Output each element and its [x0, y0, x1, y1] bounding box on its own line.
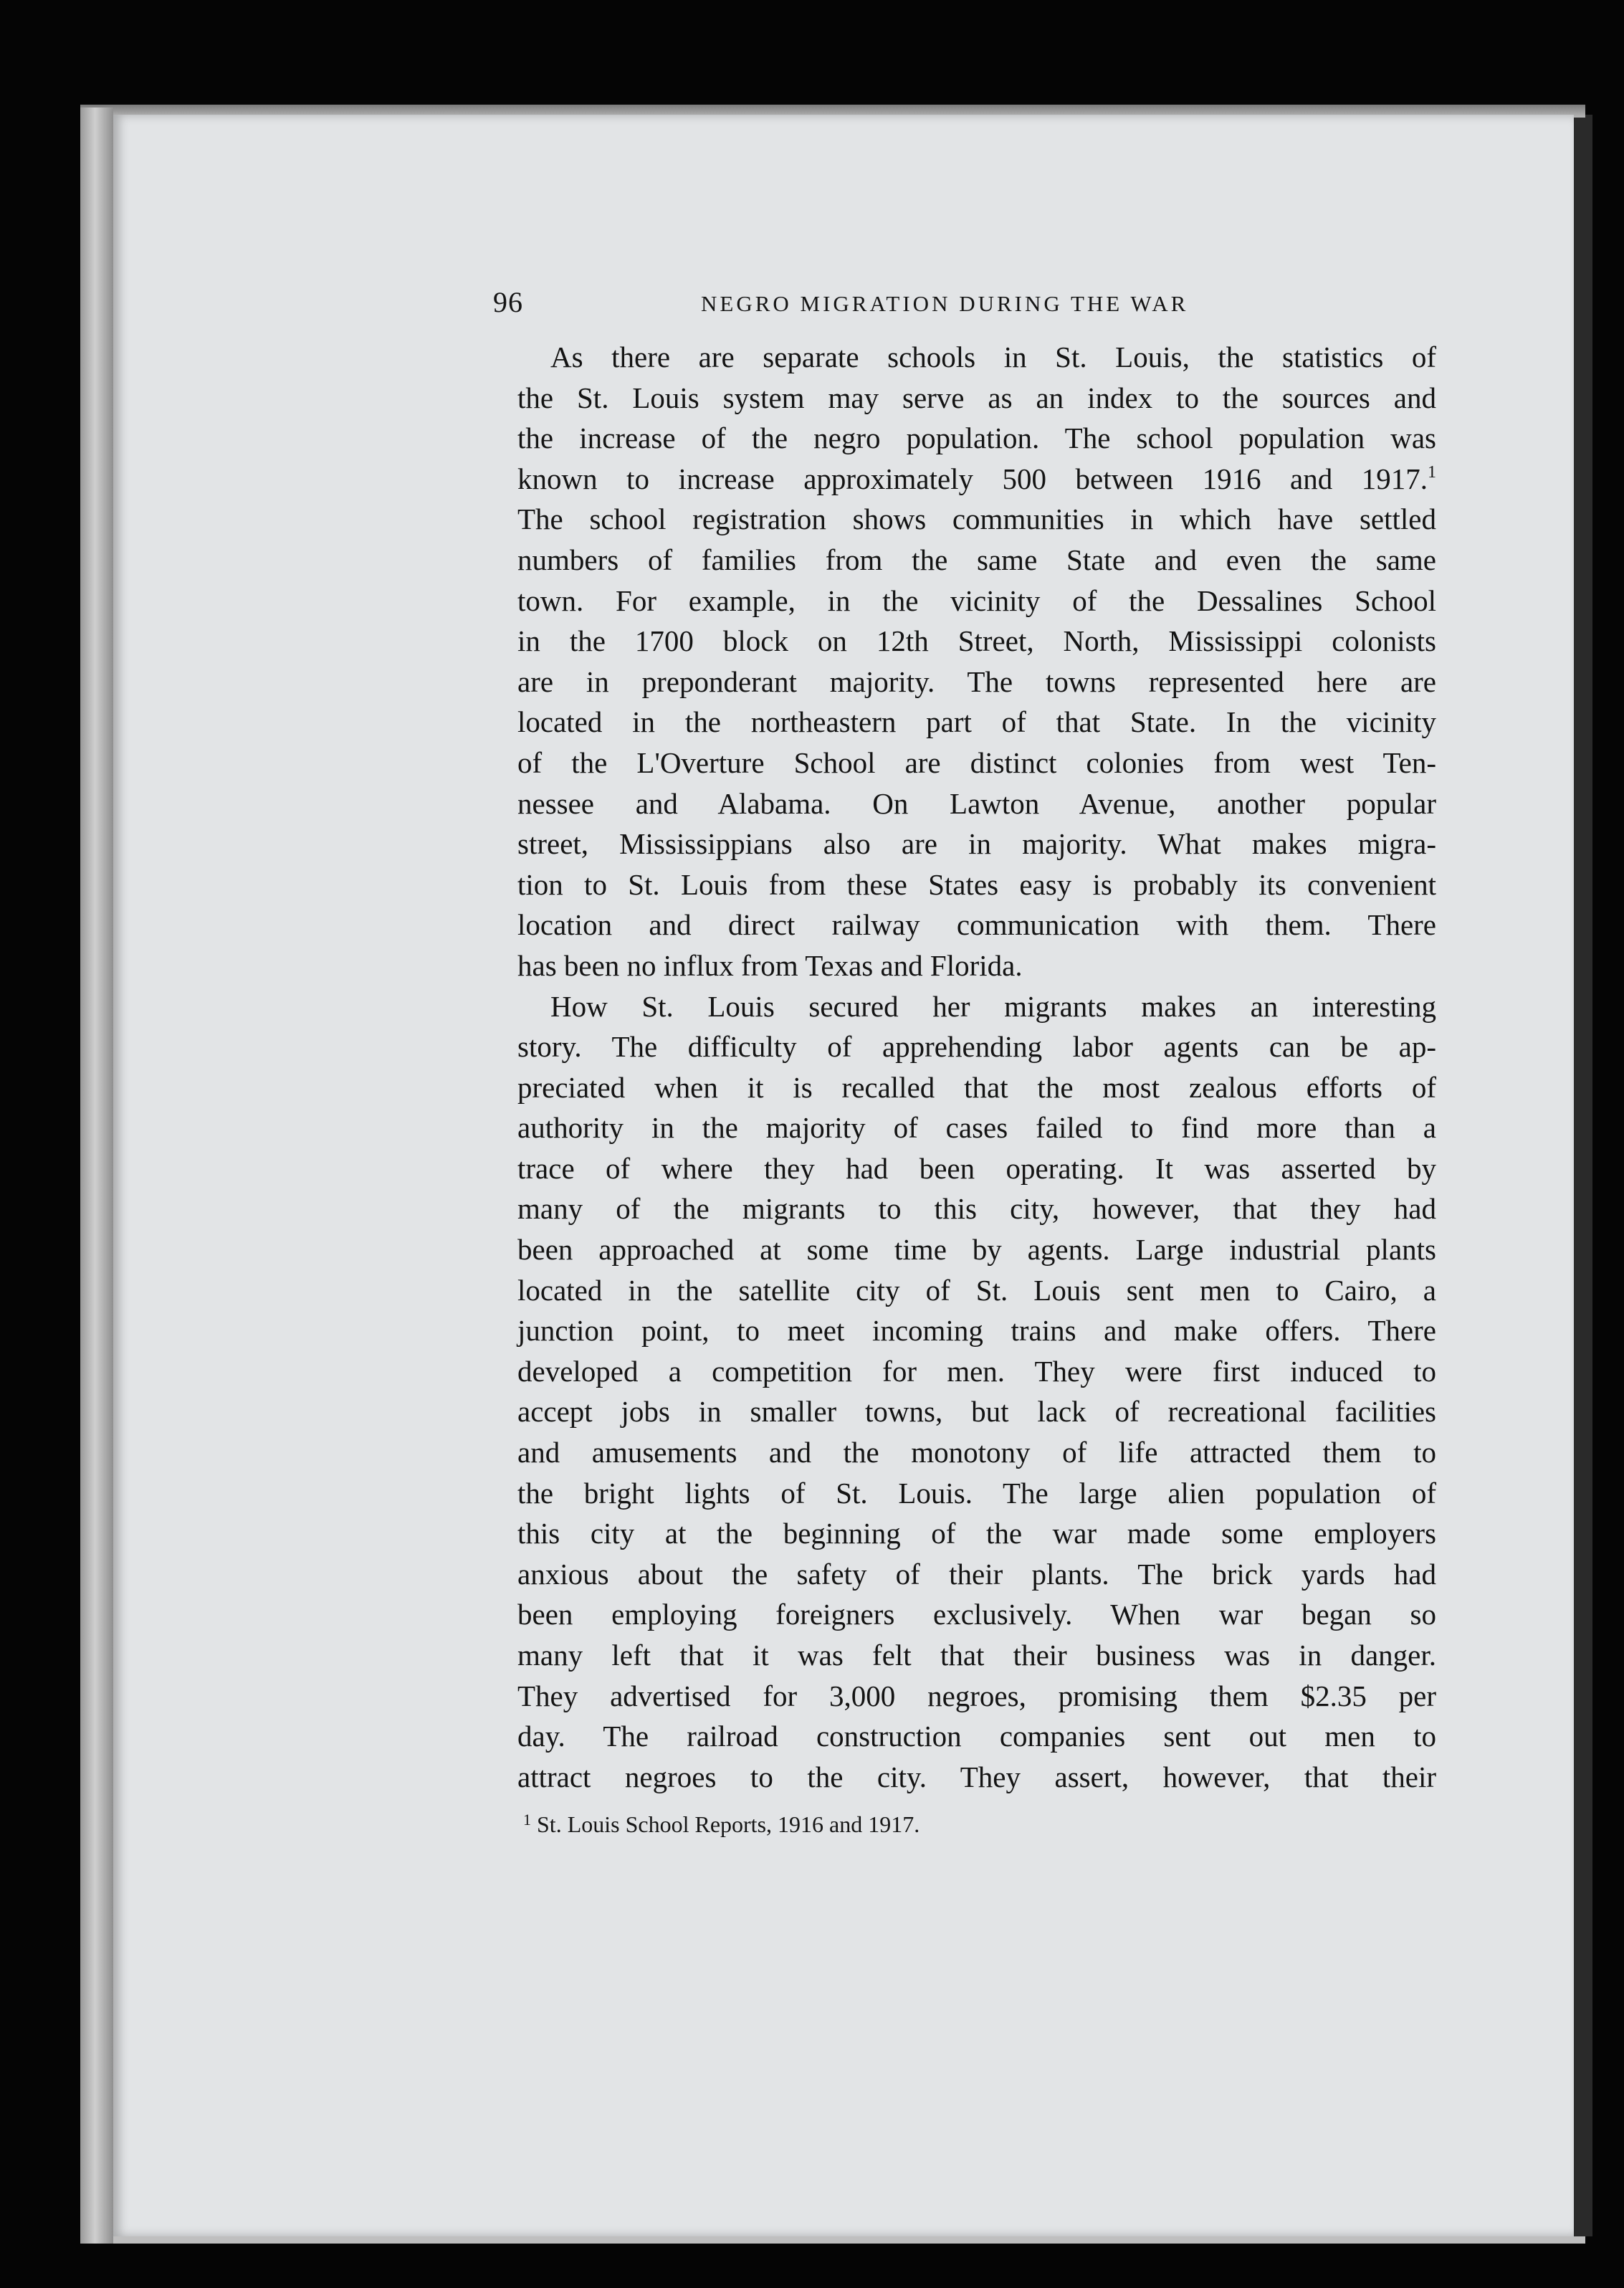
text-line: They advertised for 3,000 negroes, promising them $2.35 per	[517, 1679, 1436, 1712]
text-line: trace of where they had been operating. It was asserted by	[517, 1151, 1436, 1185]
text-line: day. The railroad construction companies sent out men to	[517, 1720, 1436, 1753]
book-cover-edge	[1574, 115, 1592, 2236]
text-line: location and direct railway communication with them. There	[517, 908, 1436, 942]
text-line: town. For example, in the vicinity of the Dessalines School	[517, 583, 1436, 617]
text-line: authority in the majority of cases failed to find more than a	[517, 1111, 1436, 1145]
text-line: The school registration shows communities in which have settled	[517, 502, 1436, 536]
text-line: the increase of the negro population. The school population was	[517, 421, 1436, 455]
running-head	[493, 285, 1238, 328]
text-line: been employing foreigners exclusively. When war began so	[517, 1598, 1436, 1631]
text-line: has been no influx from Texas and Florida.	[517, 948, 1023, 982]
text-line: this city at the beginning of the war made some employers	[517, 1517, 1436, 1550]
text-line: junction point, to meet incoming trains and make offers. There	[517, 1314, 1436, 1348]
text-line: the St. Louis system may serve as an index to the sources and	[517, 381, 1436, 414]
text-line: developed a competition for men. They were first induced to	[517, 1354, 1436, 1388]
text-line: tion to St. Louis from these States easy is probably its convenient	[517, 867, 1436, 901]
text-line: and amusements and the monotony of life attracted them to	[517, 1436, 1436, 1469]
page-number: 96	[493, 286, 523, 318]
text-line: many left that it was felt that their business was in danger.	[517, 1639, 1436, 1672]
body-text	[517, 337, 1436, 1797]
text-line: attract negroes to the city. They assert, however, that their	[517, 1760, 1436, 1793]
text-line: the bright lights of St. Louis. The large alien population of	[517, 1476, 1436, 1510]
footnote-text: St. Louis School Reports, 1916 and 1917.	[537, 1811, 920, 1837]
text-line: How St. Louis secured her migrants makes an interesting	[550, 989, 1436, 1023]
text-line: are in preponderant majority. The towns represented here are	[517, 664, 1436, 698]
text-line: story. The difficulty of apprehending labor agents can be ap-	[517, 1030, 1436, 1064]
text-line: preciated when it is recalled that the most zealous efforts of	[517, 1070, 1436, 1104]
text-line: accept jobs in smaller towns, but lack of recreational facilities	[517, 1395, 1436, 1429]
text-line: nessee and Alabama. On Lawton Avenue, another popular	[517, 786, 1436, 820]
text-line: located in the satellite city of St. Louis sent men to Cairo, a	[517, 1273, 1436, 1307]
text-line: many of the migrants to this city, however, that they had	[517, 1192, 1436, 1226]
text-line: been approached at some time by agents. Large industrial plants	[517, 1233, 1436, 1267]
text-line: of the L'Overture School are distinct colonies from west Ten-	[517, 745, 1436, 779]
text-line: located in the northeastern part of that State. In the vicinity	[517, 705, 1436, 739]
footnote-marker: 1	[523, 1811, 531, 1829]
text-line: As there are separate schools in St. Louis, the statistics of	[550, 340, 1436, 373]
text-line-content: known to increase approximately 500 between 1916 and 1917.	[517, 462, 1428, 495]
text-line: numbers of families from the same State and even the same	[517, 543, 1436, 576]
footnote-reference: 1	[1428, 462, 1436, 482]
footnote	[523, 1811, 920, 1838]
text-line: in the 1700 block on 12th Street, North, Mississippi colonists	[517, 624, 1436, 658]
text-line-with-footnote	[517, 459, 1436, 500]
running-head-title: NEGRO MIGRATION DURING THE WAR	[701, 291, 1189, 316]
text-line: anxious about the safety of their plants. The brick yards had	[517, 1557, 1436, 1591]
page-left-edge	[80, 108, 113, 2244]
text-line: street, Mississippians also are in majority. What makes migra-	[517, 827, 1436, 861]
